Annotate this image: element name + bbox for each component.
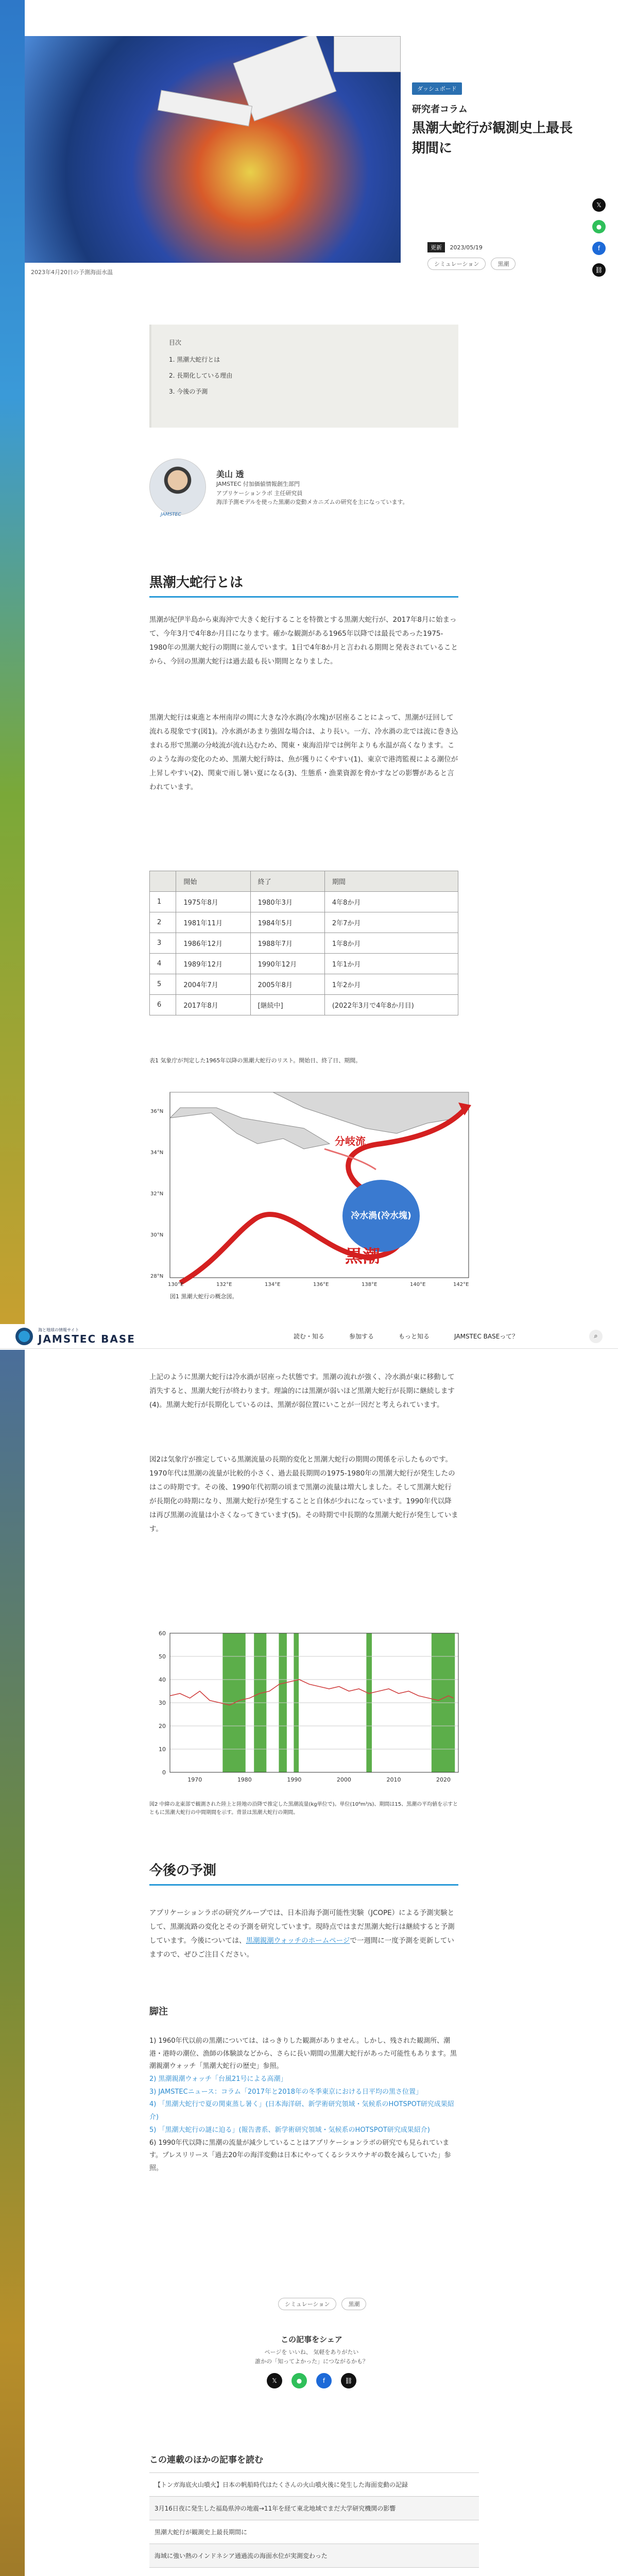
lat-tick: 36°N [150, 1109, 164, 1114]
author-name: 美山 透 [216, 469, 244, 479]
note-item[interactable]: 2) 黒潮親潮ウォッチ「台風21号による高潮」 [149, 2075, 287, 2083]
toc-item[interactable]: 2. 長期化している理由 [169, 372, 233, 379]
left-accent-bar [0, 0, 25, 1324]
table-cell: 1975年8月 [176, 892, 250, 912]
note-item: 6) 1990年代以降に黒潮の流量が減少していることはアプリケーションラボの研究でも見られています。プレスリリース「過去20年の海洋変動は日本にやってくるシラスウナギの数を減らしていた」参照。 [149, 2139, 451, 2172]
table-cell: 1988年7月 [250, 933, 324, 954]
x-icon[interactable]: 𝕏 [267, 2373, 282, 2388]
series-name: 研究者コラム [412, 104, 468, 115]
nav-more[interactable]: もっと知る [399, 1333, 430, 1340]
left-accent-bar-lower [0, 1350, 25, 2576]
section3-text-tail: で一週間に一度予測を更新していますので、ぜひご注目ください。 [149, 1937, 454, 1959]
author-line: 海洋予測モデルを使った黒潮の変動メカニズムの研究を主になっています。 [216, 499, 408, 506]
tag-kuroshio[interactable]: 黒潮 [491, 258, 516, 270]
facebook-icon[interactable]: f [316, 2373, 332, 2388]
article-date: 2023/05/19 [450, 244, 483, 251]
author-line: アプリケーションラボ 主任研究員 [216, 489, 303, 497]
x-tick-label: 2010 [386, 1776, 401, 1783]
table-caption: 表1 気象庁が判定した1965年以降の黒潮大蛇行のリスト。開始日、終了日、期間。 [149, 1057, 362, 1064]
table-cell: 2005年8月 [250, 974, 324, 995]
section-heading-3: 今後の予測 [149, 1860, 458, 1886]
table-cell: 5 [150, 974, 176, 995]
table-cell: 1980年3月 [250, 892, 324, 912]
section2-para-1: 上記のように黒潮大蛇行は冷水渦が居座った状態です。黒潮の流れが強く、冷水渦が東に移動して消失すると、黒潮大蛇行が終わります。理論的には黒潮が弱いほど黒潮大蛇行が長期に継続します(4)。黒潮大蛇行が長期化しているのは、黒潮が弱位置にいことが一因だと考えられています。 [149, 1373, 455, 1409]
table-cell: 2年7か月 [324, 912, 458, 933]
kuroshio-map [149, 1087, 479, 1303]
table-cell: 1989年12月 [176, 954, 250, 974]
section-heading-1: 黒潮大蛇行とは [149, 572, 458, 598]
y-tick-label: 20 [159, 1723, 166, 1730]
list-item[interactable]: 海域に強い熱のインドネシア通過流の海面水位が実測変わった [149, 2544, 479, 2567]
table-cell: 1981年11月 [176, 912, 250, 933]
nav-read[interactable]: 読む・知る [294, 1333, 325, 1340]
list-item[interactable]: 【トンガ海底火山噴火】日本の帆船時代はたくさんの火山噴火後に発生した海面変動の記録 [149, 2472, 479, 2496]
notes-heading: 脚注 [149, 2006, 168, 2017]
lon-tick: 138°E [362, 1282, 377, 1287]
notes-list [149, 2035, 458, 2175]
article-meta [427, 242, 483, 252]
toc-item[interactable]: 3. 今後の予測 [169, 388, 208, 395]
table-row [150, 995, 458, 1015]
table-row [150, 892, 458, 912]
kuroshio-watch-link[interactable]: 黒潮親潮ウォッチのホームページ [246, 1937, 350, 1945]
note-item[interactable]: 4) 「黒潮大蛇行で夏の関東蒸し暑く」(日本海洋研、新学術研究領域・気候系のHOTSPOT研究成果紹介) [149, 2100, 454, 2122]
section3-text: アプリケーションラボの研究グループでは、日本沿海予測可能性実験（JCOPE）による予測実験として、黒潮流路の変化とその予測を研究しています。現時点ではまだ黒潮大蛇行は継続すると予測しています。今後については、 [149, 1909, 455, 1945]
share-line: 誰かの「知ってよかった」につながるかも？ [255, 2358, 368, 2365]
table-cell: 1986年12月 [176, 933, 250, 954]
hero-info [412, 82, 582, 159]
share-icons [227, 2373, 397, 2388]
table-header-row [150, 871, 458, 892]
table-cell: 3 [150, 933, 176, 954]
logo-small: 海と地球の情報サイト [38, 1328, 79, 1332]
list-item[interactable] [149, 2567, 479, 2576]
table-cell: 1年8か月 [324, 933, 458, 954]
category-tag[interactable]: ダッシュボード [412, 82, 462, 95]
date-badge: 更新 [427, 242, 445, 252]
x-tick-label: 2000 [336, 1776, 351, 1783]
nav-links [294, 1332, 518, 1341]
logo-text: JAMSTEC BASE [38, 1333, 135, 1345]
x-tick-label: 1980 [237, 1776, 252, 1783]
share-title: この記事をシェア [281, 2335, 342, 2344]
section3-para [149, 1906, 458, 1962]
nav-about[interactable]: JAMSTEC BASEって？ [454, 1333, 519, 1340]
article-tags [427, 258, 519, 270]
table-row [150, 912, 458, 933]
avatar [149, 459, 206, 515]
line-icon[interactable]: ● [291, 2373, 307, 2388]
x-icon[interactable]: 𝕏 [592, 198, 606, 212]
table-cell: 1年2か月 [324, 974, 458, 995]
table-cell: 2 [150, 912, 176, 933]
x-tick-label: 1970 [187, 1776, 202, 1783]
lat-tick: 32°N [150, 1191, 164, 1197]
link-icon[interactable]: ⛓ [592, 263, 606, 277]
y-tick-label: 30 [159, 1700, 166, 1706]
lat-tick: 34°N [150, 1150, 164, 1156]
label-kuroshio: 黒潮 [345, 1246, 380, 1267]
series-list [149, 2452, 479, 2576]
lat-tick: 28°N [150, 1274, 164, 1279]
table-cell: 1990年12月 [250, 954, 324, 974]
lon-tick: 140°E [410, 1282, 426, 1287]
meander-table [149, 871, 458, 1015]
series-heading: この連載のほかの記事を読む [149, 2455, 263, 2465]
lon-tick: 132°E [216, 1282, 232, 1287]
site-navbar [0, 1324, 618, 1349]
section2-para-2: 図2は気象庁が推定している黒潮流量の長期的変化と黒潮大蛇行の期間の関係を示したものです。1970年代は黒潮の流量が比較的小さく、過去最長期間の1975-1980年の黒潮大蛇行が発生したのはこの時期です。その後、1990年代初期の頃まで黒潮の流量は増大しました。そして黒潮大蛇行が長期化の時期になり、黒潮大蛇行が発生することと自体が少れになっています。1990年代以降は再び黒潮の流量は小さくなってきています(5)。その時期で中長期的な黒潮大蛇行が発生しています。 [149, 1455, 458, 1533]
list-item[interactable]: 3月16日夜に発生した福島県沖の地震→11年を経て東北地域でまだ大学研究機関の影響 [149, 2496, 479, 2520]
chart-caption: 図2 中緯の北東部で観測された陸上と陸地の沿降で推定した黒潮流量(kg単位で)。単位(10⁶m³/s)、期間は15、黒潮の平均値を示すとともに黒潮大蛇行の中間期間を示す。背景は黒潮大蛇行の期間。 [149, 1802, 458, 1816]
table-header: 終了 [250, 871, 324, 892]
label-branch: 分岐流 [335, 1135, 366, 1147]
table-row [150, 974, 458, 995]
y-tick-label: 50 [159, 1653, 166, 1660]
share-line: ページを いいね、 気軽をありがたい [264, 2349, 359, 2355]
logo-mark-icon [15, 1328, 33, 1345]
table-cell: 4年8か月 [324, 892, 458, 912]
hero-image [25, 36, 401, 263]
note-item: 1) 1960年代以前の黒潮については、はっきりした観測がありません。しかし、残された観測所、潮港・港時の潮位、漁師の体験談などから、さらに長い期間の黒潮大蛇行があった可能性もあります。黒潮親潮ウォッチ「黒潮大蛇行の歴史」参照。 [149, 2037, 457, 2071]
y-tick-label: 60 [159, 1630, 166, 1637]
toc-item[interactable]: 1. 黒潮大蛇行とは [169, 356, 220, 363]
link-icon[interactable]: ⛓ [341, 2373, 356, 2388]
lon-tick: 136°E [313, 1282, 329, 1287]
note-item[interactable]: 5) 「黒潮大蛇行の謎に迫る」(報告書系、新学術研究領域・気候系のHOTSPOT研究成果紹介) [149, 2126, 430, 2134]
table-header: 開始 [176, 871, 250, 892]
lon-tick: 130°E [168, 1282, 184, 1287]
x-tick-label: 2020 [436, 1776, 451, 1783]
table-cell: 2017年8月 [176, 995, 250, 1015]
table-cell: 6 [150, 995, 176, 1015]
list-item[interactable]: 黒潮大蛇行が観測史上最長期間に [149, 2520, 479, 2544]
table-cell: (2022年3月で4年8か月目) [324, 995, 458, 1015]
lat-ticks [150, 1109, 163, 1279]
table-header [150, 871, 176, 892]
tag-simulation[interactable]: シミュレーション [427, 258, 486, 270]
author-line: JAMSTEC 付加価値情報創生部門 [216, 481, 300, 487]
section1-para-1: 黒潮が紀伊半島から東海沖で大きく蛇行することを特徴とする黒潮大蛇行が、2017年8月に始まって、今年3月で4年8か月目になります。確かな観測がある1965年以降では最長であった1975-1980年の黒潮大蛇行の期間に並んでいます。1日で4年8か月と言われる期間と発表されていることから、今回の黒潮大蛇行は過去最も長い期間となりました。 [149, 616, 458, 666]
table-cell: 1年1か月 [324, 954, 458, 974]
tag-simulation[interactable]: シミュレーション [278, 2298, 336, 2310]
table-cell: 1 [150, 892, 176, 912]
table-cell: [継続中] [250, 995, 324, 1015]
y-tick-label: 10 [159, 1746, 166, 1753]
table-cell: 2004年7月 [176, 974, 250, 995]
lon-ticks [168, 1282, 469, 1287]
lat-tick: 30°N [150, 1232, 164, 1238]
lon-tick: 142°E [453, 1282, 469, 1287]
table-row [150, 933, 458, 954]
line-icon[interactable]: ● [592, 220, 606, 233]
table-header: 期間 [324, 871, 458, 892]
flow-series-line [170, 1680, 453, 1705]
lon-tick: 134°E [265, 1282, 281, 1287]
search-icon[interactable]: ⌕ [589, 1330, 603, 1343]
side-share-icons [592, 198, 606, 277]
author-card [149, 459, 479, 515]
toc-heading: 目次 [169, 339, 182, 346]
kuroshio-flow-chart [149, 1628, 469, 1793]
bottom-tags [278, 2298, 369, 2310]
nav-join[interactable]: 参加する [349, 1333, 374, 1340]
map-caption: 図1 黒潮大蛇行の概念図。 [170, 1293, 238, 1300]
y-tick-label: 0 [162, 1769, 166, 1776]
y-tick-label: 40 [159, 1676, 166, 1683]
section1-para-2: 黒潮大蛇行は東進と本州南岸の間に大きな冷水渦(冷水塊)が居座ることによって、黒潮が迂回して流れる現象です(図1)。冷水渦があまり強固な場合は、より長い。一方、冷水渦の北では流に巻き込まれる形で黒潮の分岐流が流れ込むため、関東・東海沿岸では例年よりも水温が高くなります。このような海の変化のため、黒潮大蛇行時は、魚が獲りにくやすい(1)、東京で港湾監視による潮位が上昇しやすい(2)、関東で雨し暑い夏になる(3)、生態系・漁業資源を脅かすなどの影響があると言われています。 [149, 714, 458, 791]
site-logo[interactable] [15, 1327, 135, 1345]
tag-kuroshio[interactable]: 黒潮 [341, 2298, 366, 2310]
table-cell: 1984年5月 [250, 912, 324, 933]
label-cold-eddy: 冷水渦(冷水塊) [351, 1211, 411, 1221]
share-box [227, 2334, 397, 2388]
note-item[interactable]: 3) JAMSTECニュース：コラム「2017年と2018年の冬季東京における日平均の黒さ位置」 [149, 2088, 423, 2096]
table-cell: 4 [150, 954, 176, 974]
table-of-contents [149, 325, 458, 428]
table-row [150, 954, 458, 974]
hero-caption: 2023年4月20日の予測海面水温 [31, 269, 113, 276]
facebook-icon[interactable]: f [592, 242, 606, 255]
author-sig: JAMSTEC [161, 512, 181, 517]
x-tick-label: 1990 [287, 1776, 302, 1783]
page-title: 黒潮大蛇行が観測史上最長期間に [412, 121, 573, 156]
